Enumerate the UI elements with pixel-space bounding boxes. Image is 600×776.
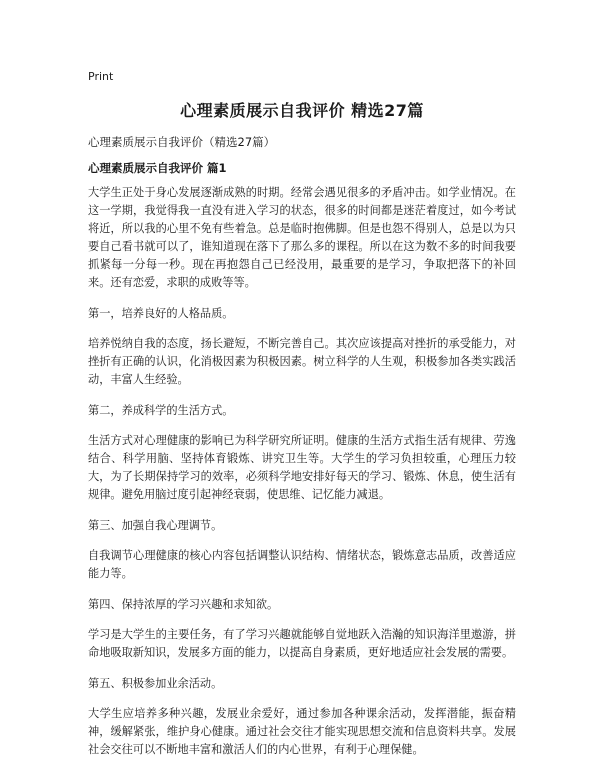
section-heading: 心理素质展示自我评价 篇1	[88, 161, 227, 175]
paragraph-point-4: 学习是大学生的主要任务，有了学习兴趣就能够自觉地跃入浩瀚的知识海洋里遨游，拼命地吸取新知识，发展多方面的能力，以提高自身素质，更好地适应社会发展的需要。	[88, 628, 516, 659]
document-title: 心理素质展示自我评价 精选27篇	[180, 101, 424, 120]
paragraph-point-1: 培养悦纳自我的态度，扬长避短，不断完善自己。其次应该提高对挫折的承受能力，对挫折有正确的认识，化消极因素为积极因素。树立科学的人生观，积极参加各类实践活动，丰富人生经验。	[88, 337, 516, 386]
paragraph-intro: 大学生正处于身心发展逐渐成熟的时期。经常会遇见很多的矛盾冲击。如学业情况。在这一学期，我觉得我一直没有进入学习的状态，很多的时间都是迷茫着度过，如今考试将近，所以我的心里不免有些着急。总是临时抱佛脚。但是也怨不得别人，总是以为只要自己看书就可以了，谁知道现在落下了那么多的课程。所以在这为数不多的时间我要抓紧每一分每一秒。现在再抱怨自己已经没用，最重要的是学习，争取把落下的补回来。还有恋爱，求职的成败等等。	[88, 186, 516, 289]
point-heading-2: 第二，养成科学的生活方式。	[88, 404, 234, 417]
document-subtitle: 心理素质展示自我评价（精选27篇）	[88, 135, 276, 149]
point-heading-5: 第五、积极参加业余活动。	[88, 677, 223, 690]
point-heading-4: 第四、保持浓厚的学习兴趣和求知欲。	[88, 598, 279, 611]
paragraph-point-5: 大学生应培养多种兴趣，发展业余爱好，通过参加各种课余活动，发挥潜能，振奋精神，缓解紧张，维护身心健康。通过社会交往才能实现思想交流和信息资料共享。发展社会交往可以不断地丰富和激活人们的内心世界，有利于心理保健。	[88, 707, 516, 756]
point-heading-1: 第一，培养良好的人格品质。	[88, 307, 234, 320]
paragraph-point-2: 生活方式对心理健康的影响已为科学研究所证明。健康的生活方式指生活有规律、劳逸结合、科学用脑、坚持体育锻炼、讲究卫生等。大学生的学习负担较重，心理压力较大，为了长期保持学习的效率，必须科学地安排好每天的学习、锻炼、休息，使生活有规律。避免用脑过度引起神经衰弱，使思维、记忆能力减退。	[88, 434, 516, 501]
paragraph-point-3: 自我调节心理健康的核心内容包括调整认识结构、情绪状态，锻炼意志品质，改善适应能力等。	[88, 549, 516, 580]
point-heading-3: 第三、加强自我心理调节。	[88, 519, 223, 532]
print-link[interactable]: Print	[88, 70, 114, 83]
article-body	[88, 184, 516, 772]
